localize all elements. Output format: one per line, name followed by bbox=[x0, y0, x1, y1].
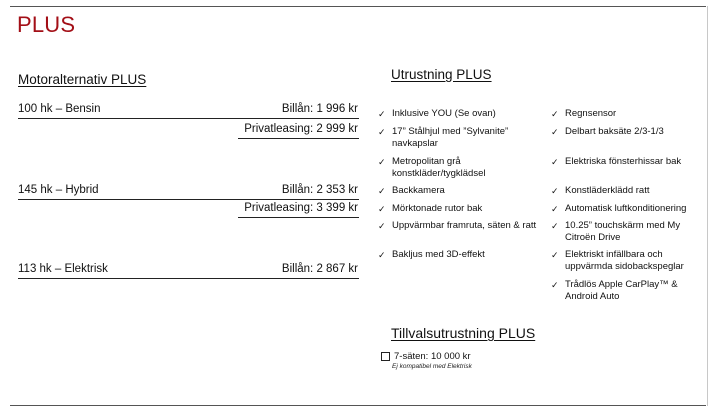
feature-item bbox=[378, 108, 553, 120]
option-note: Ej kompatibel med Elektrisk bbox=[392, 363, 472, 370]
privatleasing-price: Privatleasing: 3 399 kr bbox=[244, 202, 358, 214]
motor-heading: Motoralternativ PLUS bbox=[18, 72, 147, 87]
check-icon: ✓ bbox=[378, 204, 386, 214]
feature-label: Trådlös Apple CarPlay™ & Android Auto bbox=[565, 279, 678, 302]
feature-label: 10.25” touchskärm med My Citroën Drive bbox=[565, 220, 681, 243]
check-icon: ✓ bbox=[378, 250, 386, 260]
row-divider bbox=[18, 199, 359, 200]
equipment-heading: Utrustning PLUS bbox=[391, 67, 492, 82]
billan-price: Billån: 2 353 kr bbox=[281, 184, 358, 196]
row-divider bbox=[18, 278, 359, 279]
feature-label: Uppvärmbar framruta, säten & ratt bbox=[392, 220, 537, 231]
options-heading: Tillvalsutrustning PLUS bbox=[391, 325, 536, 341]
check-icon: ✓ bbox=[551, 109, 559, 119]
engine-name: 100 hk – Bensin bbox=[18, 103, 101, 115]
check-icon: ✓ bbox=[378, 186, 386, 196]
row-divider bbox=[18, 118, 359, 119]
checkbox-icon[interactable] bbox=[381, 352, 390, 361]
feature-label: 17” Stålhjul med ”Sylvanite” navkapslar bbox=[392, 126, 509, 149]
feature-label: Automatisk luftkonditionering bbox=[565, 203, 687, 214]
feature-item bbox=[551, 185, 701, 197]
check-icon: ✓ bbox=[551, 157, 559, 167]
check-icon: ✓ bbox=[551, 186, 559, 196]
feature-item bbox=[551, 249, 701, 273]
engine-name: 145 hk – Hybrid bbox=[18, 184, 99, 196]
row-divider bbox=[238, 138, 359, 139]
engine-name: 113 hk – Elektrisk bbox=[18, 263, 108, 275]
feature-label: Regnsensor bbox=[565, 108, 617, 119]
check-icon: ✓ bbox=[378, 127, 386, 137]
check-icon: ✓ bbox=[551, 221, 559, 231]
feature-item bbox=[551, 220, 701, 244]
feature-label: Bakljus med 3D-effekt bbox=[392, 249, 485, 260]
feature-item bbox=[551, 279, 701, 303]
feature-item bbox=[551, 156, 701, 168]
billan-price: Billån: 2 867 kr bbox=[281, 263, 358, 275]
check-icon: ✓ bbox=[551, 127, 559, 137]
bottom-rule bbox=[10, 405, 706, 406]
feature-item bbox=[551, 108, 701, 120]
feature-label: Mörktonade rutor bak bbox=[392, 203, 483, 214]
feature-item bbox=[378, 156, 553, 180]
right-rule bbox=[707, 6, 708, 406]
check-icon: ✓ bbox=[551, 204, 559, 214]
feature-item bbox=[551, 203, 701, 215]
option-label: 7-säten: 10 000 kr bbox=[394, 351, 471, 362]
option-item[interactable] bbox=[381, 351, 471, 362]
check-icon: ✓ bbox=[551, 250, 559, 260]
feature-item bbox=[378, 126, 553, 150]
privatleasing-price: Privatleasing: 2 999 kr bbox=[244, 123, 358, 135]
feature-item bbox=[378, 203, 553, 215]
check-icon: ✓ bbox=[378, 157, 386, 167]
check-icon: ✓ bbox=[551, 280, 559, 290]
row-divider bbox=[238, 217, 359, 218]
feature-label: Elektriskt infällbara och uppvärmda sidobackspeglar bbox=[565, 249, 684, 272]
billan-price: Billån: 1 996 kr bbox=[281, 103, 358, 115]
check-icon: ✓ bbox=[378, 221, 386, 231]
feature-label: Elektriska fönsterhissar bak bbox=[565, 156, 682, 167]
top-rule bbox=[10, 6, 706, 7]
feature-label: Inklusive YOU (Se ovan) bbox=[392, 108, 496, 119]
check-icon: ✓ bbox=[378, 109, 386, 119]
feature-label: Konstläderklädd ratt bbox=[565, 185, 650, 196]
feature-label: Delbart baksäte 2/3-1/3 bbox=[565, 126, 664, 137]
feature-item bbox=[551, 126, 701, 138]
page-title: PLUS bbox=[17, 12, 76, 37]
feature-item bbox=[378, 249, 553, 261]
feature-label: Metropolitan grå konstkläder/tygklädsel bbox=[392, 156, 486, 179]
feature-label: Backkamera bbox=[392, 185, 445, 196]
feature-item bbox=[378, 220, 553, 232]
feature-item bbox=[378, 185, 553, 197]
